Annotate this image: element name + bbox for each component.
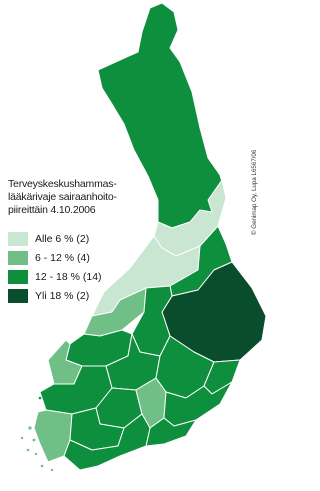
legend-item — [8, 231, 102, 247]
copyright-text: © Genimap Oy, Lupa L6567/06 — [251, 149, 258, 235]
legend-item — [8, 288, 102, 304]
legend-item — [8, 269, 102, 285]
title-line-2: lääkärivaje sairaanhoito- — [8, 191, 117, 203]
legend-item — [8, 250, 102, 266]
legend-label: 6 - 12 % (4) — [35, 252, 90, 264]
legend-swatch — [8, 289, 28, 303]
legend-label: 12 - 18 % (14) — [35, 271, 102, 283]
legend — [8, 231, 102, 307]
legend-swatch — [8, 232, 28, 246]
region-lapland — [98, 3, 226, 228]
title-line-3: piireittäin 4.10.2006 — [8, 204, 96, 216]
legend-label: Alle 6 % (2) — [35, 233, 90, 245]
legend-swatch — [8, 251, 28, 265]
legend-swatch — [8, 270, 28, 284]
legend-label: Yli 18 % (2) — [35, 290, 90, 302]
map-title — [8, 178, 117, 217]
title-line-1: Terveyskeskushammas- — [8, 178, 117, 190]
